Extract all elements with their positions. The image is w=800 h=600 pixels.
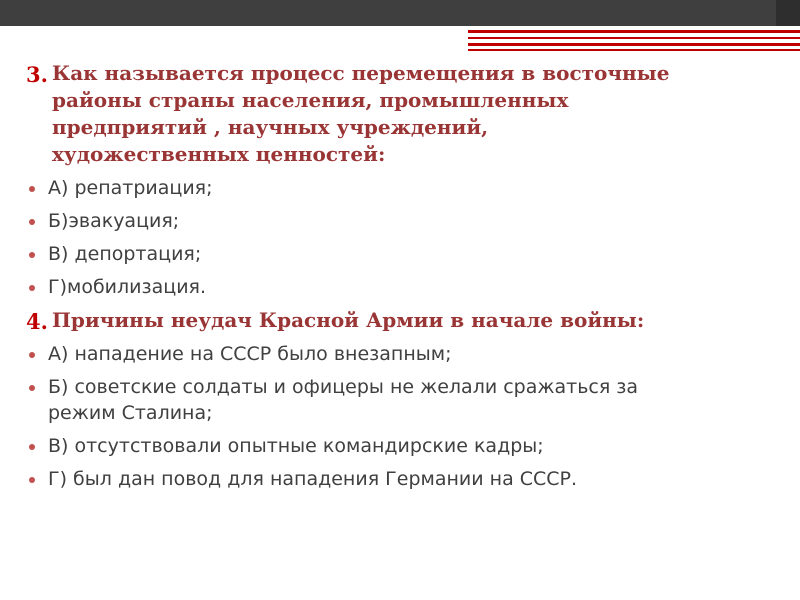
answer-text: Г)мобилизация. <box>48 276 207 298</box>
question-4 <box>26 307 786 334</box>
answer-text: А) нападение на СССР было внезапным; <box>48 343 452 365</box>
list-item <box>26 341 786 367</box>
bullet-icon <box>29 477 35 483</box>
question-number: 4. <box>26 309 48 334</box>
bullet-icon <box>29 219 35 225</box>
bullet-icon <box>29 252 35 258</box>
list-item <box>26 466 786 492</box>
question-line: предприятий , научных учреждений, <box>52 115 489 139</box>
decorative-stripes <box>468 30 800 52</box>
top-bar <box>0 0 800 26</box>
bullet-icon <box>29 285 35 291</box>
list-item <box>26 241 786 267</box>
bullet-icon <box>29 385 35 391</box>
slide-content <box>26 60 786 499</box>
list-item <box>26 433 786 459</box>
list-item <box>26 175 786 201</box>
question-3 <box>26 60 786 168</box>
bullet-icon <box>29 444 35 450</box>
answer-list-4 <box>26 341 786 492</box>
answer-text: В) отсутствовали опытные командирские кадры; <box>48 435 544 457</box>
list-item <box>26 374 786 426</box>
answer-text: Б) советские солдаты и офицеры не желали сражаться за <box>48 376 639 398</box>
question-line: Причины неудач Красной Армии в начале войны: <box>52 308 645 332</box>
list-item <box>26 208 786 234</box>
question-number: 3. <box>26 62 48 87</box>
answer-text: Г) был дан повод для нападения Германии на СССР. <box>48 468 578 490</box>
answer-text: А) репатриация; <box>48 177 213 199</box>
question-line: Как называется процесс перемещения в восточные <box>52 61 670 85</box>
question-line: художественных ценностей: <box>52 142 386 166</box>
question-line: районы страны населения, промышленных <box>52 88 569 112</box>
bullet-icon <box>29 186 35 192</box>
bullet-icon <box>29 352 35 358</box>
top-bar-accent <box>776 0 800 26</box>
answer-list-3 <box>26 175 786 300</box>
answer-text: режим Сталина; <box>48 402 213 424</box>
answer-text: В) депортация; <box>48 243 202 265</box>
list-item <box>26 274 786 300</box>
answer-text: Б)эвакуация; <box>48 210 180 232</box>
